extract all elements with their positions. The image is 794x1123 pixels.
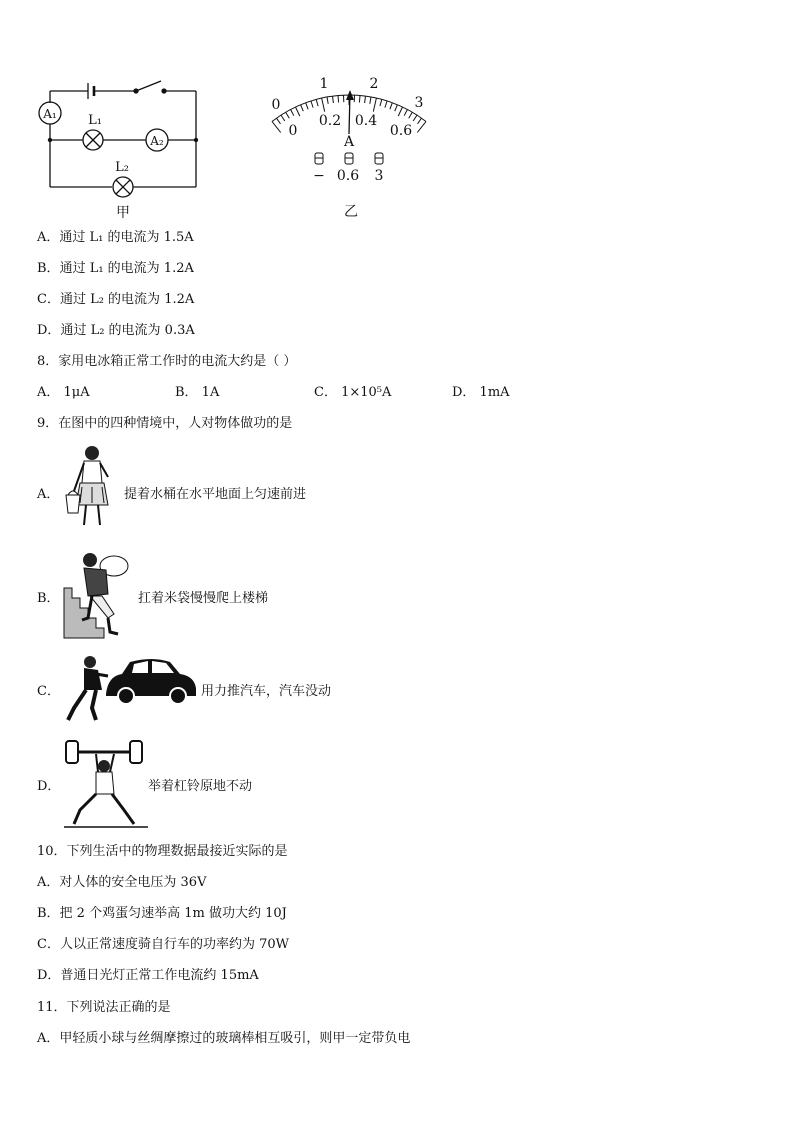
dial-tick	[306, 103, 308, 110]
ammeter-a2-label: A₂	[150, 134, 164, 148]
scale-top-1: 1	[319, 76, 329, 92]
ammeter-a1-label: A₁	[43, 107, 57, 121]
option-label: D．	[37, 323, 61, 338]
dial-tick	[380, 99, 382, 106]
option-text: 通过 L₁ 的电流为 1.5A	[59, 230, 194, 245]
scale-top-2: 2	[369, 76, 379, 92]
dial-tick	[281, 115, 285, 121]
dial-tick	[359, 96, 360, 103]
terminal-label-3: 3	[374, 168, 384, 184]
dial-tick	[277, 118, 281, 124]
dial-tick	[365, 96, 366, 103]
dial-tick	[398, 107, 402, 116]
option-text: 通过 L₁ 的电流为 1.2A	[59, 261, 194, 276]
dial-tick	[395, 105, 398, 111]
dial-tick	[301, 105, 304, 111]
q8-option-b: B． 1A	[175, 385, 220, 400]
meter-caption: 乙	[344, 204, 358, 220]
q9-option-c-label: C．	[37, 684, 60, 699]
person-climbing-stairs-image	[62, 548, 136, 640]
q8-option-d: D． 1mA	[452, 385, 510, 400]
meter-unit: A	[343, 134, 355, 150]
dial-tick	[338, 96, 339, 103]
dial-tick	[327, 97, 328, 104]
q9-option-b-label: B．	[37, 591, 60, 606]
ammeter-dial	[262, 70, 432, 225]
q7-option-c	[37, 291, 194, 309]
option-label: B．	[37, 261, 60, 276]
dial-tick	[404, 110, 407, 116]
option-label: A．	[37, 230, 60, 245]
q9-option-d-label: D．	[37, 779, 61, 794]
dial-tick	[333, 96, 334, 103]
q9-option-c-caption: 用力推汽车，汽车没动	[201, 684, 332, 699]
q7-option-a	[37, 229, 194, 247]
person-holding-barbell-image	[62, 738, 150, 830]
dial-tick	[296, 107, 300, 116]
option-label: C．	[37, 292, 60, 307]
dial-tick	[409, 112, 413, 118]
q9-stem: 9．在图中的四种情境中，人对物体做功的是	[37, 416, 293, 431]
terminal-label-0.6: 0.6	[336, 168, 360, 184]
dial-tick	[390, 103, 392, 110]
q8-stem: 8．家用电冰箱正常工作时的电流大约是（ ）	[37, 354, 297, 369]
q10-stem: 10．下列生活中的物理数据最接近实际的是	[37, 844, 288, 859]
dial-tick	[413, 115, 417, 121]
dial-tick	[370, 97, 371, 104]
scale-top-3: 3	[414, 95, 424, 111]
lamp-l2-label: L₂	[115, 160, 129, 175]
dial-tick	[311, 101, 313, 108]
option-text: 通过 L₂ 的电流为 1.2A	[59, 292, 195, 307]
person-pushing-car-image	[62, 652, 198, 724]
dial-tick	[385, 101, 387, 108]
q9-option-b-caption: 扛着米袋慢慢爬上楼梯	[138, 591, 269, 606]
lamp-l1-label: L₁	[88, 113, 102, 128]
dial-tick	[316, 99, 318, 106]
terminal-label-negative: −	[313, 168, 325, 184]
dial-tick	[373, 98, 376, 112]
scale-bottom-2: 0.4	[354, 113, 378, 129]
circuit-caption: 甲	[116, 205, 130, 221]
dial-tick	[286, 112, 290, 118]
q10-option-d: D．普通日光灯正常工作电流约 15mA	[37, 968, 259, 983]
q7-option-b	[37, 260, 194, 278]
scale-bottom-1: 0.2	[318, 113, 342, 129]
dial-tick	[291, 110, 294, 116]
q8-option-a: A． 1μA	[37, 385, 90, 400]
q9-option-a-label: A．	[37, 487, 60, 502]
q11-stem: 11．下列说法正确的是	[37, 1000, 171, 1015]
scale-top-0: 0	[271, 97, 281, 113]
q8-options	[37, 384, 737, 402]
q10-option-b: B．把 2 个鸡蛋匀速举高 1m 做功大约 10J	[37, 906, 287, 921]
q11-option-a: A．甲轻质小球与丝绸摩擦过的玻璃棒相互吸引，则甲一定带负电	[37, 1031, 411, 1046]
option-text: 通过 L₂ 的电流为 0.3A	[60, 323, 195, 338]
q9-option-d-caption: 举着杠铃原地不动	[148, 779, 253, 794]
q10-option-c: C．人以正常速度骑自行车的功率约为 70W	[37, 937, 289, 952]
pointer	[346, 90, 354, 134]
q9-option-a-caption: 提着水桶在水平地面上匀速前进	[124, 487, 307, 502]
person-carrying-bucket-image	[62, 443, 120, 531]
scale-bottom-3: 0.6	[389, 123, 413, 139]
circuit-diagram	[30, 75, 210, 225]
dial-tick	[418, 118, 422, 124]
q7-option-d	[37, 322, 195, 340]
q10-option-a: A．对人体的安全电压为 36V	[37, 875, 207, 890]
q8-option-c: C． 1×10⁵A	[314, 385, 392, 400]
dial-tick	[322, 98, 325, 112]
scale-bottom-0: 0	[288, 123, 298, 139]
